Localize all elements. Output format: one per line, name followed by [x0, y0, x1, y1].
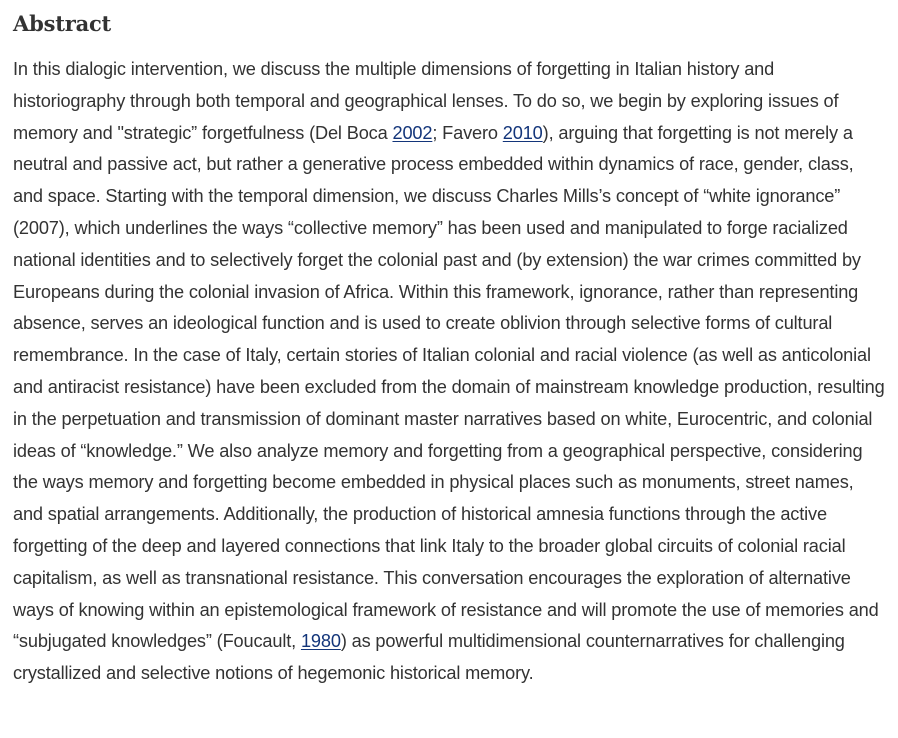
- citation-link-favero-2010[interactable]: 2010: [502, 122, 543, 143]
- abstract-text: ; Favero: [432, 122, 503, 143]
- abstract-text: ) as powerful multidimensional counternarratives for challenging crystallized and selective notions of hegemonic historical memory.: [13, 631, 845, 684]
- citation-link-foucault-1980[interactable]: 1980: [300, 631, 341, 652]
- abstract-body: [13, 54, 890, 690]
- abstract-heading: Abstract: [13, 11, 112, 36]
- citation-link-del-boca-2002[interactable]: 2002: [392, 122, 433, 143]
- abstract-text: ), arguing that forgetting is not merely a neutral and passive act, but rather a generative process embedded within dynamics of race, gender, class, and space. Starting with the temporal dimension, we discuss Charles Mills’s concept of “white ignorance” (2007), which underlines the ways “collective memory” has been used and manipulated to forge racialized national identities and to selectively forget the colonial past and (by extension) the war crimes committed by Europeans during the colonial invasion of Africa. Within this framework, ignorance, rather than representing absence, serves an ideological function and is used to create oblivion through selective forms of cultural remembrance. In the case of Italy, certain stories of Italian colonial and racial violence (as well as anticolonial and antiracist resistance) have been excluded from the domain of mainstream knowledge production, resulting in the perpetuation and transmission of dominant master narratives based on white, Eurocentric, and colonial ideas of “knowledge.” We also analyze memory and forgetting from a geographical perspective, considering the ways memory and forgetting become embedded in physical places such as monuments, street names, and spatial arrangements. Additionally, the production of historical amnesia functions through the active forgetting of the deep and layered connections that link Italy to the broader global circuits of colonial racial capitalism, as well as transnational resistance. This conversation encourages the exploration of alternative ways of knowing within an epistemological framework of resistance and will promote the use of memories and “subjugated knowledges” (Foucault,: [13, 122, 885, 652]
- abstract-text: In this dialogic intervention, we discuss the multiple dimensions of forgetting in Italian history and historiography through both temporal and geographical lenses. To do so, we begin by exploring issues of memory and "strategic” forgetfulness (Del Boca: [13, 59, 839, 143]
